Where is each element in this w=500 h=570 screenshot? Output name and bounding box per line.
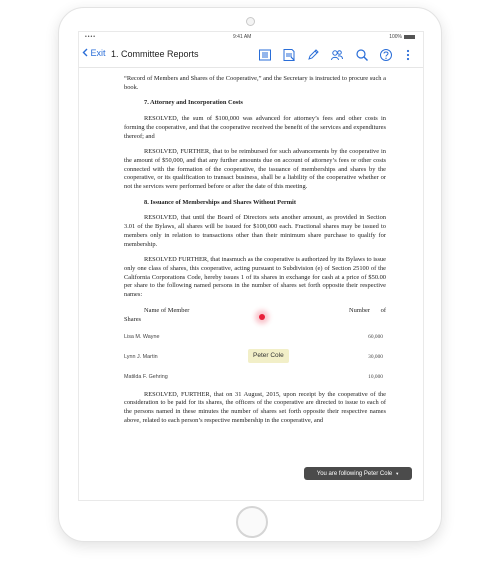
table-row [124,327,386,347]
home-button[interactable] [236,506,268,538]
tablet-frame [58,7,442,542]
member-name: Lisa M. Wayne [124,333,160,340]
signal-indicator: •••• [85,34,97,40]
document-page [124,68,386,433]
paragraph: RESOLVED, FURTHER, that on 31 August, 2015, upon receipt by the cooperative of the consideration to be paid for its shares, the officers of the cooperative are directed to issue to each of the persons named in these minutes the number of shares set forth opposite their respective names above, related to each person’s respective membership in the cooperative, and [124,390,386,424]
laser-pointer [259,314,265,320]
table-row [124,367,386,387]
battery-indicator [389,34,415,40]
member-name: Matilda F. Gehring [124,373,168,380]
battery-percent: 100% [389,34,402,40]
paragraph: RESOLVED, the sum of $100,000 was advanced for attorney’s fees and other costs in forming the cooperative, and that the cooperative received the benefit of the services and expenditures thereof; and [124,115,386,140]
column-header-of: of [380,306,386,314]
paragraph: RESOLVED, FURTHER, that to be reimbursed for such advancements by the cooperative in the amount of $50,000, and that any further amounts due on account of attorney’s fees or other costs connected with the formation of the cooperative, the issuance of memberships and shares by the cooperative, or its qualification to transact business, shall be a liability of the cooperative whether or not the services were performed before or after the date of this meeting. [124,148,386,191]
list-icon[interactable] [258,48,272,62]
column-header-shares: Shares [124,315,142,323]
battery-icon [404,35,415,39]
member-shares: 60,000 [368,333,383,340]
status-time: 9:41 AM [233,34,252,40]
status-bar [79,32,423,42]
toolbar [79,42,423,68]
member-name: Lynn J. Martin [124,353,158,360]
paragraph: RESOLVED, that until the Board of Directors sets another amount, as provided in Section 3.01 of the Bylaws, all shares will be issued for $100,000 each. Fractional shares may be issued to members only in relation to transactions other than their minimum share purchase to qualify for membership. [124,214,386,248]
notes-icon[interactable] [282,48,296,62]
column-header-name: Name of Member [144,306,190,314]
section-heading: 8. Issuance of Memberships and Shares Without Permit [144,198,296,206]
help-icon[interactable] [379,48,393,62]
chevron-left-icon [82,48,88,57]
search-icon[interactable] [355,48,369,62]
caret-down-icon: ▼ [395,471,400,476]
people-icon[interactable] [330,48,344,62]
document-title: 1. Committee Reports [111,49,199,59]
paragraph: RESOLVED FURTHER, that inasmuch as the cooperative is authorized by its Bylaws to issue only one class of shares, this cooperative, acting pursuant to Subdivision (e) of Section 25100 of the California Corporations Code, hereby issues 1 of its shares in exchange for cash at a price of $50.00 per share to the following named persons in the number of shares set forth opposite their respective names: [124,256,386,299]
following-toast[interactable] [304,467,412,480]
document-view[interactable] [79,68,423,500]
column-header-number: Number [349,306,370,314]
exit-label: Exit [90,48,106,58]
camera [246,17,255,26]
paragraph: “Record of Members and Shares of the Cooperative,” and the Secretary is instructed to procure such a book. [124,75,386,91]
more-vertical-icon[interactable] [405,48,411,62]
exit-button[interactable] [82,48,106,58]
pen-icon[interactable] [306,48,320,62]
member-shares: 10,000 [368,373,383,380]
follower-cursor-label: Peter Cole [248,349,289,364]
table-header [124,307,386,327]
member-shares: 30,000 [368,353,383,360]
app-screen [78,31,424,501]
table-row [124,347,386,367]
section-heading: 7. Attorney and Incorporation Costs [144,99,243,107]
toast-text: You are following Peter Cole [316,471,393,477]
